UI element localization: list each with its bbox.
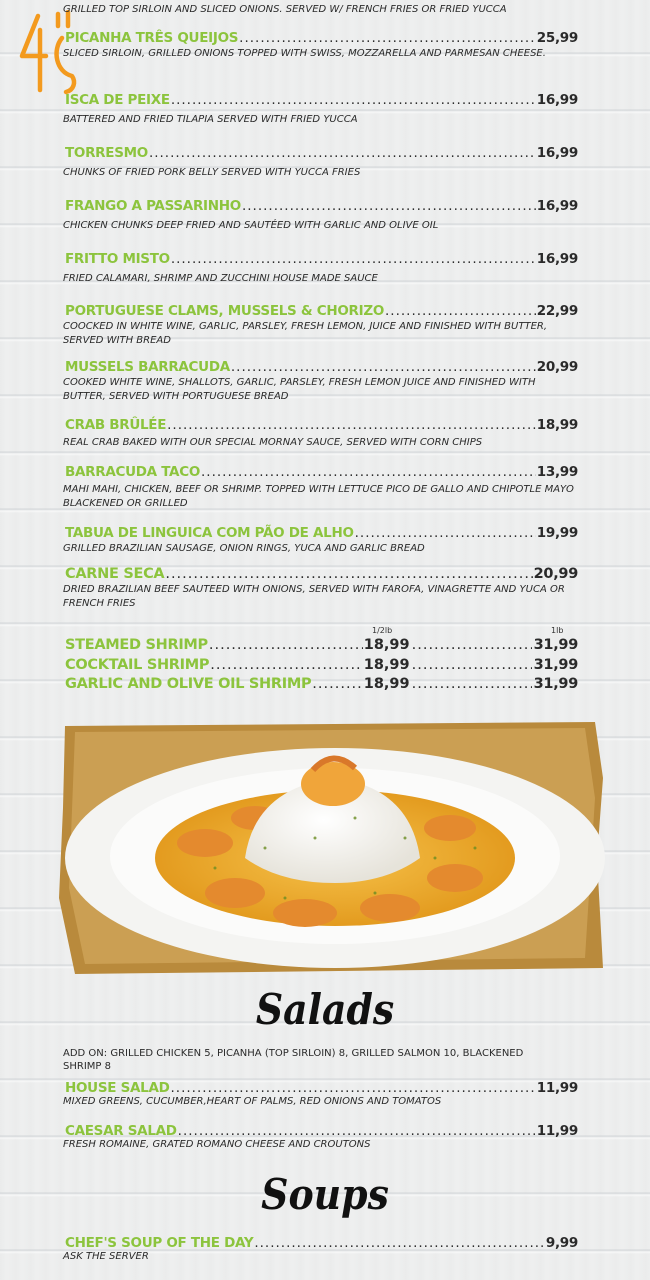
item-description: BATTERED AND FRIED TILAPIA SERVED WITH FRIED YUCCA xyxy=(63,114,358,125)
menu-item xyxy=(65,359,578,404)
shrimp-row xyxy=(65,675,578,694)
shrimp-row xyxy=(65,656,578,675)
item-description: CHUNKS OF FRIED PORK BELLY SERVED WITH YUCCA FRIES xyxy=(63,167,361,178)
item-price: 16,99 xyxy=(536,145,578,161)
price-half: 18,99 xyxy=(363,657,410,673)
item-name: MUSSELS BARRACUDA xyxy=(65,359,230,375)
menu-item xyxy=(65,198,578,233)
item-price: 11,99 xyxy=(536,1080,578,1096)
size-header-half: 1/2lb xyxy=(372,626,393,635)
item-price: 16,99 xyxy=(536,251,578,267)
leader-dots xyxy=(171,251,536,267)
price-full: 31,99 xyxy=(533,676,578,692)
leader-dots xyxy=(149,145,536,161)
item-name: PICANHA TRÊS QUEIJOS xyxy=(65,30,239,46)
top-item-description: GRILLED TOP SIRLOIN AND SLICED ONIONS. SERVED W/ FRENCH FRIES OR FRIED YUCCA xyxy=(63,4,507,15)
item-name: CRAB BRÛLÉE xyxy=(65,417,167,433)
salads-heading: Salads xyxy=(255,985,395,1034)
item-name: CARNE SECA xyxy=(65,566,165,582)
leader-dots xyxy=(355,525,536,541)
item-name: BARRACUDA TACO xyxy=(65,464,200,480)
leader-dots xyxy=(385,303,536,319)
leader-dots xyxy=(412,656,532,675)
leader-dots xyxy=(312,675,362,694)
item-price: 20,99 xyxy=(533,566,578,582)
leader-dots xyxy=(178,1123,536,1139)
leader-dots xyxy=(171,1080,536,1096)
leader-dots xyxy=(412,636,532,655)
item-description: REAL CRAB BAKED WITH OUR SPECIAL MORNAY SAUCE, SERVED WITH CORN CHIPS xyxy=(63,437,483,448)
item-price: 19,99 xyxy=(536,525,578,541)
item-price: 25,99 xyxy=(536,30,578,46)
item-name: TABUA DE LINGUICA COM PÃO DE ALHO xyxy=(65,525,354,541)
soups-heading: Soups xyxy=(261,1170,389,1219)
item-name: STEAMED SHRIMP xyxy=(65,637,208,653)
price-half: 18,99 xyxy=(363,637,410,653)
item-price: 9,99 xyxy=(545,1235,578,1251)
item-description: FRIED CALAMARI, SHRIMP AND ZUCCHINI HOUSE MADE SAUCE xyxy=(63,273,378,284)
item-name: FRANGO A PASSARINHO xyxy=(65,198,241,214)
leader-dots xyxy=(167,417,536,433)
menu-item xyxy=(65,1235,578,1264)
menu-item xyxy=(65,303,578,348)
item-description: ASK THE SERVER xyxy=(63,1251,149,1262)
item-description: DRIED BRAZILIAN BEEF SAUTEED WITH ONIONS, SERVED WITH FAROFA, VINAGRETTE AND YUCA OR FRENCH FRIES xyxy=(63,584,565,609)
item-description: FRESH ROMAINE, GRATED ROMANO CHEESE AND CROUTONS xyxy=(63,1139,371,1150)
item-name: CAESAR SALAD xyxy=(65,1123,177,1139)
salad-addon-note: ADD ON: GRILLED CHICKEN 5, PICANHA (TOP SIRLOIN) 8, GRILLED SALMON 10, BLACKENED SHRIMP 8 xyxy=(63,1048,524,1072)
item-name: ISCA DE PEIXE xyxy=(65,92,170,108)
leader-dots xyxy=(231,359,536,375)
menu-item xyxy=(65,251,578,286)
item-description: GRILLED BRAZILIAN SAUSAGE, ONION RINGS, YUCA AND GARLIC BREAD xyxy=(63,543,425,554)
leader-dots xyxy=(210,656,363,675)
item-name: HOUSE SALAD xyxy=(65,1080,170,1096)
menu-item xyxy=(65,30,578,61)
size-header-full: 1lb xyxy=(551,626,564,635)
price-half: 18,99 xyxy=(363,676,410,692)
item-description: MAHI MAHI, CHICKEN, BEEF OR SHRIMP. TOPPED WITH LETTUCE PICO DE GALLO AND CHIPOTLE MAYO BLACKENED OR GRILLED xyxy=(63,484,574,509)
item-price: 22,99 xyxy=(536,303,578,319)
leader-dots xyxy=(254,1235,545,1251)
item-price: 16,99 xyxy=(536,92,578,108)
leader-dots xyxy=(412,675,532,694)
leader-dots xyxy=(201,464,536,480)
menu-item xyxy=(65,1080,578,1109)
leader-dots xyxy=(165,566,532,582)
leader-dots xyxy=(242,198,536,214)
item-price: 18,99 xyxy=(536,417,578,433)
item-description: COOCKED IN WHITE WINE, GARLIC, PARSLEY, FRESH LEMON, JUICE AND FINISHED WITH BUTTER, SERVED WITH BREAD xyxy=(63,321,548,346)
item-description: SLICED SIRLOIN, GRILLED ONIONS TOPPED WITH SWISS, MOZZARELLA AND PARMESAN CHEESE. xyxy=(63,48,546,59)
item-description: CHICKEN CHUNKS DEEP FRIED AND SAUTÉED WITH GARLIC AND OLIVE OIL xyxy=(63,220,439,231)
item-description: COOKED WHITE WINE, SHALLOTS, GARLIC, PARSLEY, FRESH LEMON JUICE AND FINISHED WITH BUTTER, SERVED WITH PORTUGUESE BREAD xyxy=(63,377,536,402)
price-full: 31,99 xyxy=(533,657,578,673)
leader-dots xyxy=(171,92,536,108)
leader-dots xyxy=(239,30,536,46)
item-name: COCKTAIL SHRIMP xyxy=(65,657,210,673)
menu-item xyxy=(65,525,578,556)
item-description: MIXED GREENS, CUCUMBER,HEART OF PALMS, RED ONIONS AND TOMATOS xyxy=(63,1096,442,1107)
leader-dots xyxy=(209,636,363,655)
menu-item xyxy=(65,92,578,127)
item-name: TORRESMO xyxy=(65,145,148,161)
price-full: 31,99 xyxy=(533,637,578,653)
item-price: 20,99 xyxy=(536,359,578,375)
shrimp-row xyxy=(65,636,578,655)
item-name: FRITTO MISTO xyxy=(65,251,170,267)
item-name: GARLIC AND OLIVE OIL SHRIMP xyxy=(65,676,312,692)
item-price: 11,99 xyxy=(536,1123,578,1139)
menu-item xyxy=(65,1123,578,1152)
item-price: 13,99 xyxy=(536,464,578,480)
shrimp-dish-photo xyxy=(55,718,605,976)
menu-item xyxy=(65,464,578,511)
menu-item xyxy=(65,417,578,450)
menu-item xyxy=(65,145,578,180)
item-name: PORTUGUESE CLAMS, MUSSELS & CHORIZO xyxy=(65,303,385,319)
item-price: 16,99 xyxy=(536,198,578,214)
item-name: CHEF'S SOUP OF THE DAY xyxy=(65,1235,254,1251)
menu-item xyxy=(65,566,578,611)
